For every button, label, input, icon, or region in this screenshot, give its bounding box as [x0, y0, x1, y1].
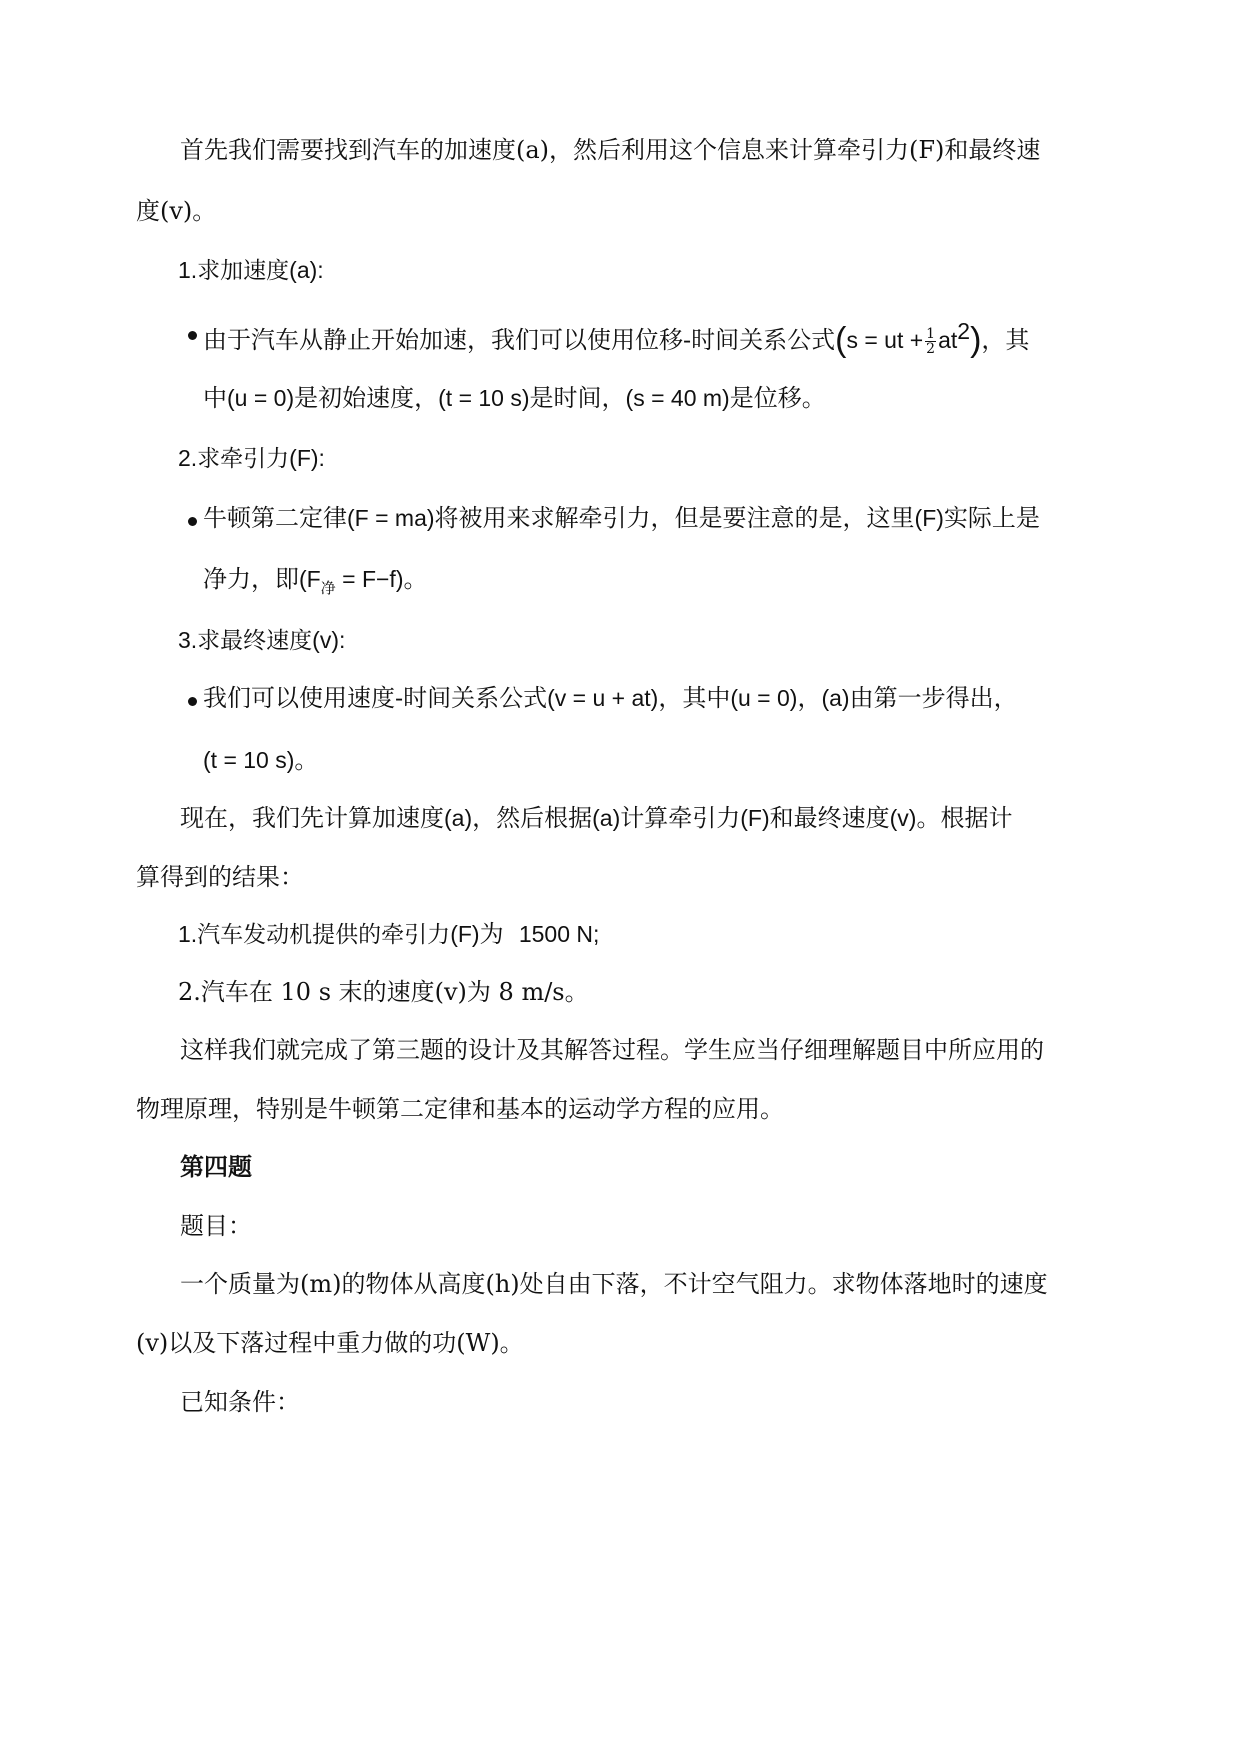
formula-paren: (: [835, 321, 847, 359]
formula-u: (u = 0): [227, 385, 295, 411]
step1-heading: [178, 256, 324, 285]
text-segment: 我们可以使用速度-时间关系公式: [203, 684, 548, 712]
formula-u: (u = 0): [730, 685, 798, 711]
intro-line-2: 度(v)。: [136, 197, 217, 225]
text-segment: 牛顿第二定律: [203, 504, 347, 532]
text-segment: 由于汽车从静止开始加速，我们可以使用位移-时间关系公式: [203, 326, 836, 354]
result-1: [178, 920, 599, 949]
now-line-2: 算得到的结果：: [136, 863, 304, 891]
text-segment: 。: [403, 565, 428, 593]
text-segment: 将被用来求解牵引力，但是要注意的是，这里: [434, 504, 915, 532]
result-value: 1500 N;: [518, 921, 600, 947]
formula-v: (v): [889, 805, 917, 831]
text-segment: 实际上是: [943, 504, 1040, 532]
question-4-text-line-2: (v)以及下落过程中重力做的功(W)。: [136, 1329, 524, 1357]
text-segment: ，: [797, 684, 822, 712]
fraction: [925, 327, 936, 356]
formula-fnet-rest: = F−f): [335, 566, 404, 592]
formula-term: at: [938, 327, 958, 353]
bullet-dot: [188, 517, 197, 526]
step2-bullet-line-1: [203, 504, 1040, 533]
text-segment: 为: [479, 920, 504, 948]
question-4-text-line-1: 一个质量为(m)的物体从高度(h)处自由下落，不计空气阻力。求物体落地时的速度: [180, 1270, 1048, 1298]
text-segment: 净力，即: [203, 565, 299, 593]
text-segment: 。根据计: [916, 804, 1013, 832]
formula-newton: (F = ma): [347, 505, 435, 531]
step3-bullet-line-1: [203, 684, 1018, 713]
question-4-label: 题目：: [180, 1212, 252, 1240]
text-segment: 1.汽车发动机提供的牵引力: [178, 921, 451, 947]
fraction-denominator: 2: [926, 341, 936, 357]
step2-heading: [178, 444, 325, 473]
result-2: 2.汽车在 10 s 末的速度(v)为 8 m/s。: [178, 978, 589, 1006]
text-segment: 由第一步得出，: [849, 684, 1018, 712]
step3-heading: [178, 626, 345, 655]
formula-subscript: 净: [320, 578, 336, 597]
formula-F: (F): [914, 505, 944, 531]
formula-t: (t = 10 s): [438, 385, 530, 411]
summary-line-2: 物理原理，特别是牛顿第二定律和基本的运动学方程的应用。: [136, 1095, 784, 1123]
formula-s: (s = 40 m): [625, 385, 730, 411]
text-segment: 是时间，: [529, 384, 626, 412]
text-segment: 计算牵引力: [620, 804, 741, 832]
formula-F: (F): [740, 805, 770, 831]
text-segment: 是初始速度，: [294, 384, 439, 412]
known-conditions-label: 已知条件：: [180, 1388, 300, 1416]
text-segment: ，其中: [658, 684, 731, 712]
step1-bullet-line-2: [203, 384, 826, 413]
summary-line-1: 这样我们就完成了第三题的设计及其解答过程。学生应当仔细理解题目中所应用的: [180, 1036, 1044, 1064]
text-segment: 中: [203, 384, 227, 412]
formula-F: (F): [450, 921, 480, 947]
step2-bullet-line-2: [203, 565, 427, 597]
step2-heading-text: 2.求牵引力(F):: [178, 445, 325, 471]
formula-exponent: 2: [957, 318, 971, 344]
bullet-dot: [188, 331, 197, 340]
step3-heading-text: 3.求最终速度(v):: [178, 627, 346, 653]
step3-bullet-line-2: [203, 746, 318, 775]
step1-bullet-line-1: [203, 318, 1029, 361]
formula-a: (a): [592, 805, 621, 831]
formula-paren: ): [970, 321, 982, 359]
displacement-formula: s = ut +: [846, 327, 924, 353]
formula-a: (a): [821, 685, 850, 711]
text-segment: 和最终速度: [769, 804, 890, 832]
formula-a: (a): [444, 805, 473, 831]
text-segment: ，然后根据: [472, 804, 593, 832]
question-4-heading: 第四题: [180, 1154, 252, 1181]
step1-heading-text: 1.求加速度(a):: [178, 257, 324, 283]
formula-velocity: (v = u + at): [547, 685, 659, 711]
bullet-dot: [188, 697, 197, 706]
fraction-numerator: 1: [926, 326, 936, 342]
text-segment: 现在，我们先计算加速度: [180, 804, 444, 832]
now-line-1: [180, 804, 1012, 833]
text-segment: ，其: [981, 326, 1030, 354]
text-segment: 是位移。: [729, 384, 826, 412]
intro-line-1: 首先我们需要找到汽车的加速度(a)，然后利用这个信息来计算牵引力(F)和最终速: [180, 136, 1041, 164]
text-segment: 。: [294, 746, 319, 774]
formula-fnet: (F: [299, 566, 321, 592]
formula-t: (t = 10 s): [203, 747, 295, 773]
